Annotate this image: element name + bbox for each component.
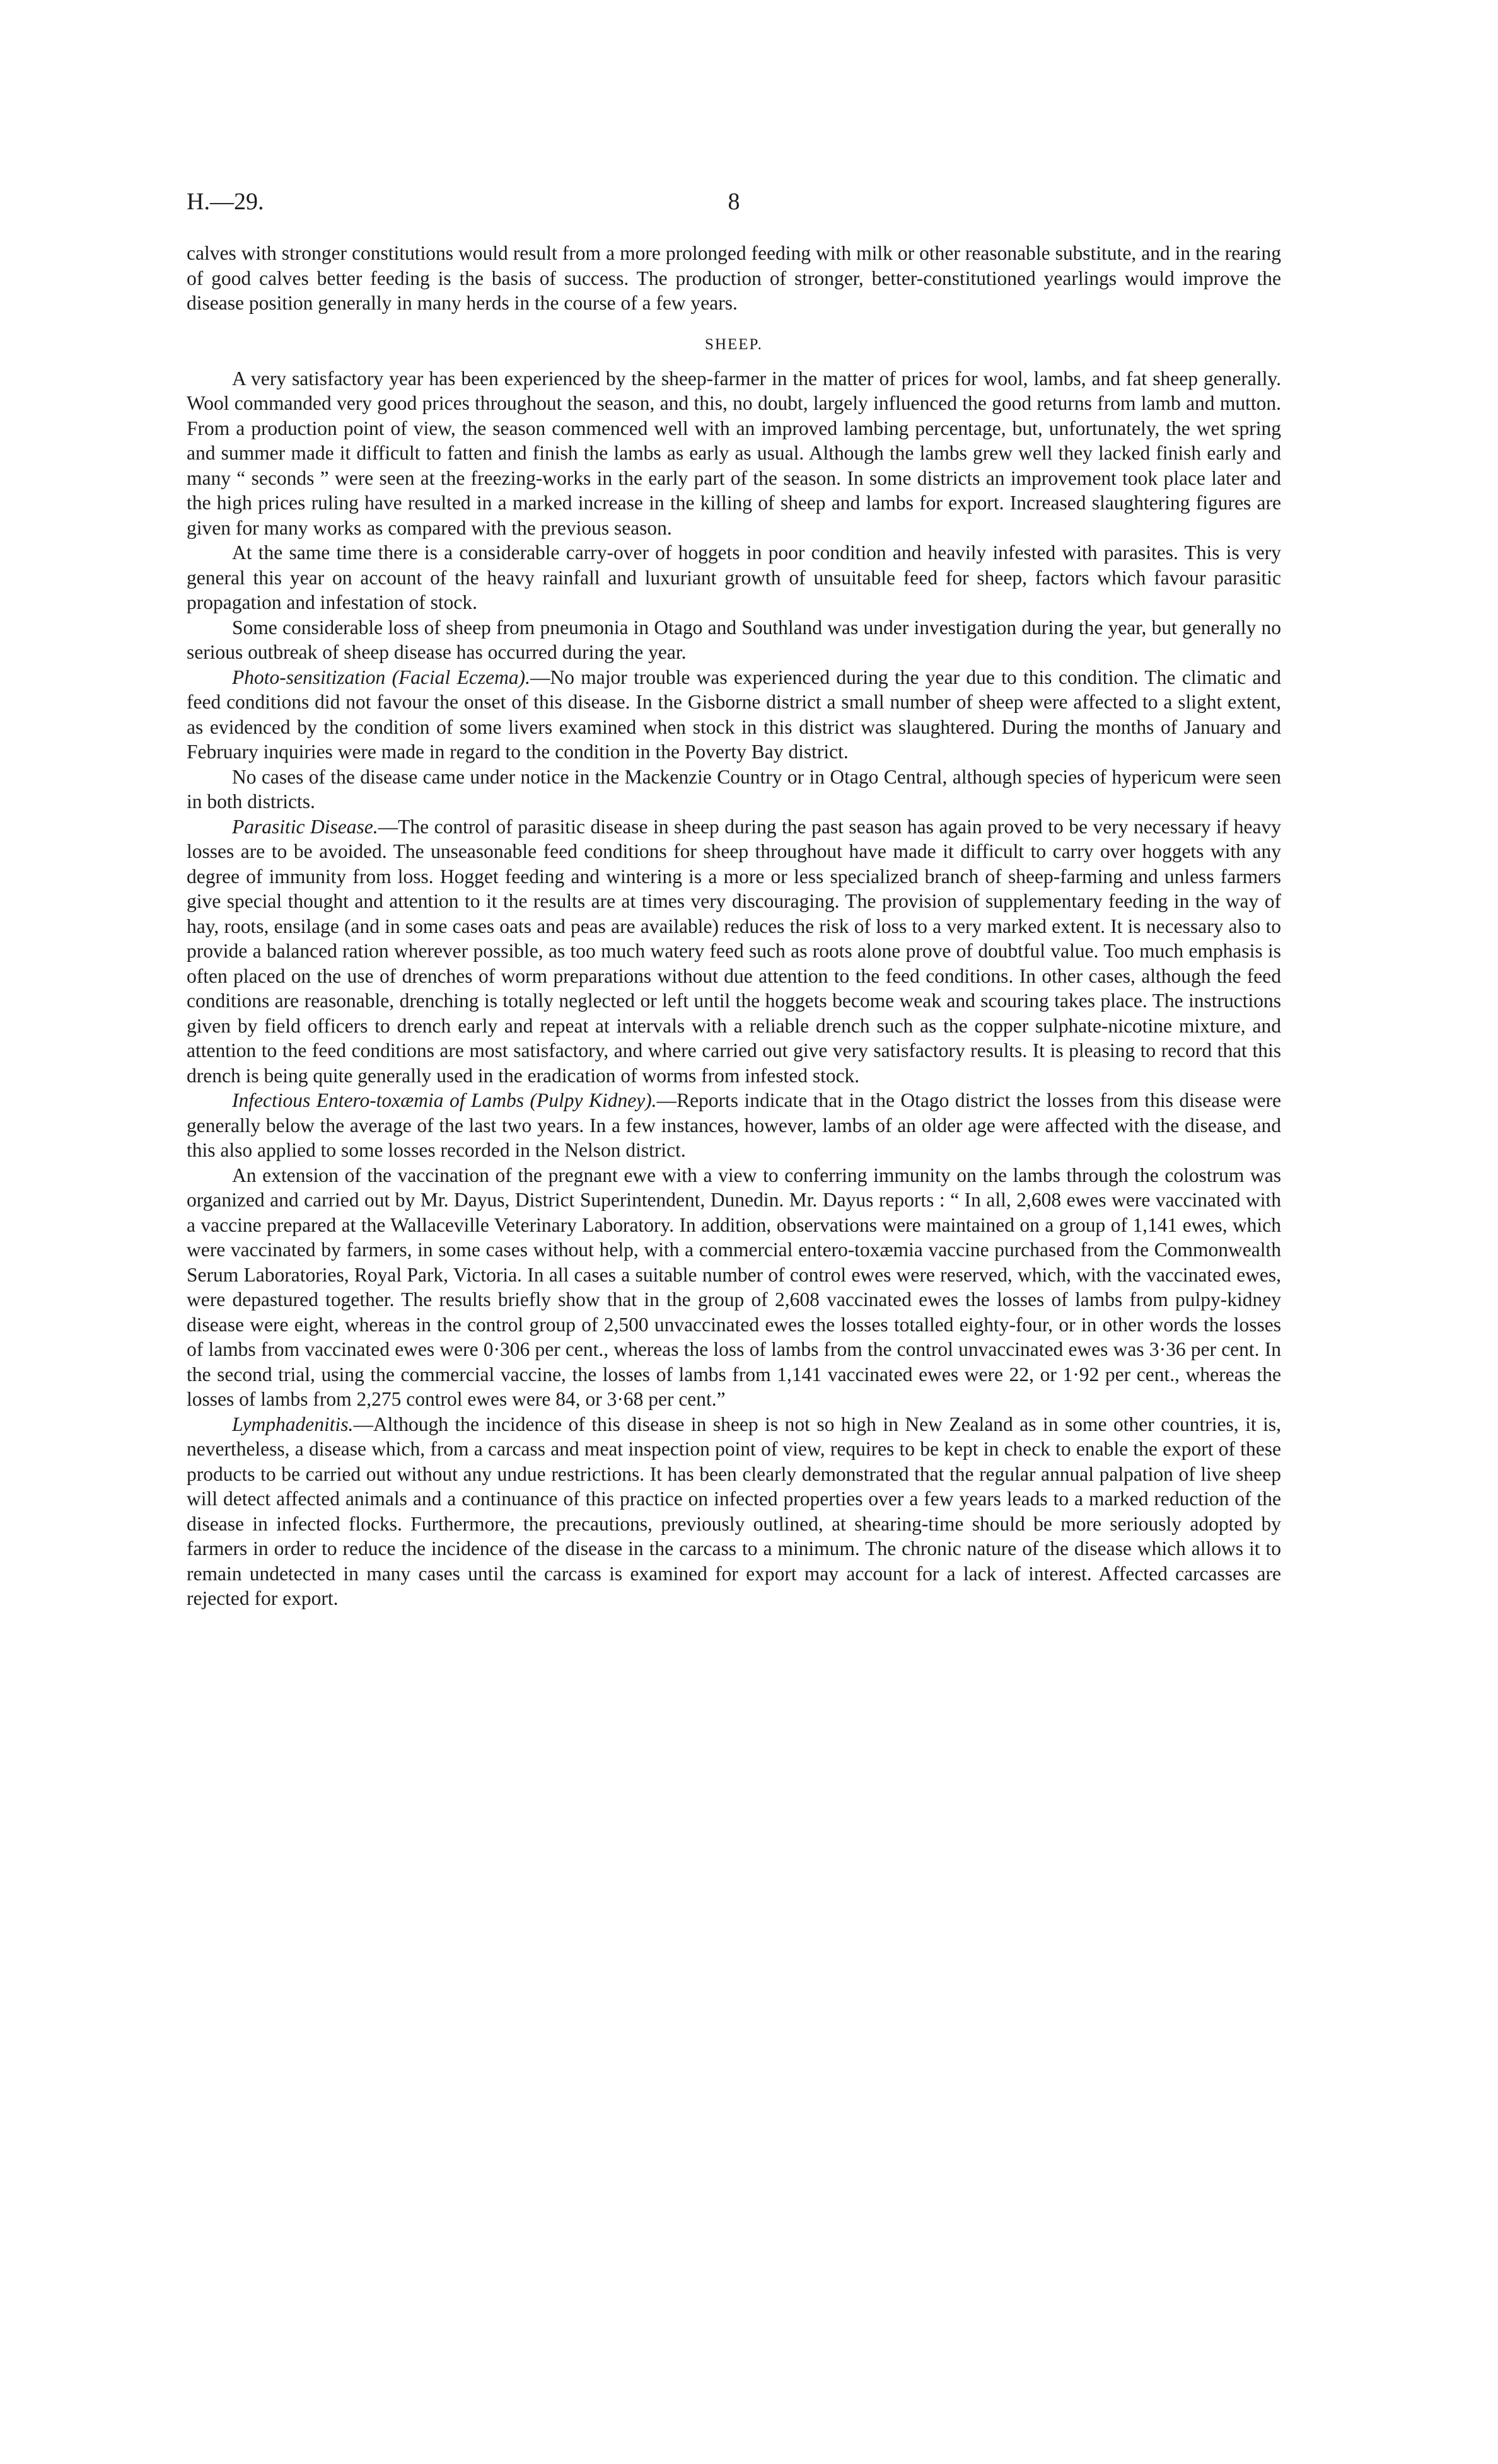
paragraph-body: —No major trouble was experienced during the year due to this condition. The climatic and feed conditions did not favour the onset of this disease. In the Gisborne district a small number of sheep were affected to a slight extent, as evidenced by the condition of some livers examined when stock in this district was slaughtered. During the months of January and February inquiries were made in regard to the condition in the Poverty Bay district. [187, 666, 1281, 763]
run-in-heading: Lymphadenitis. [232, 1413, 354, 1435]
intro-paragraph: calves with stronger constitutions would result from a more prolonged feeding with milk or other reasonable substitute, and in the rearing of good calves better feeding is the basis of success. The production of stronger, better-constitutioned yearlings would improve the disease position generally in many herds in the course of a few years. [187, 242, 1281, 314]
paragraph-mackenzie: No cases of the disease came under notice in the Mackenzie Country or in Otago Central, although species of hypericum were seen in both districts. [187, 765, 1281, 813]
paragraph-lymphadenitis [187, 1412, 1281, 1611]
paragraph-body: —The control of parasitic disease in sheep during the past season has again proved to be very necessary if heavy losses are to be avoided. The unseasonable feed conditions for sheep throughout have made it difficult to carry over hoggets with any degree of immunity from loss. Hogget feeding and wintering is a more or less specialized branch of sheep-farming and unless farmers give special thought and attention to it the results are at times very discouraging. The provision of supplementary feeding in the way of hay, roots, ensilage (and in some cases oats and peas are available) reduces the risk of loss to a very marked extent. It is necessary also to provide a balanced ration wherever possible, as too much watery feed such as roots alone prove of doubtful value. Too much emphasis is often placed on the use of drenches of worm preparations without due attention to the feed conditions. In other cases, although the feed conditions are reasonable, drenching is totally neglected or left until the hoggets become weak and scouring takes place. The instructions given by field officers to drench early and repeat at intervals with a reliable drench such as the copper sulphate-nicotine mixture, and attention to the feed conditions are most satisfactory, and where carried out give very satisfactory results. It is pleasing to record that this drench is being quite generally used in the eradication of worms from infested stock. [187, 815, 1282, 1087]
page-header [187, 183, 1281, 221]
document-reference: H.—29. [187, 188, 264, 215]
paragraph-photo-sensitization [187, 665, 1281, 765]
run-in-heading: Photo-sensitization (Facial Eczema). [232, 666, 530, 688]
paragraph-sheep-year: A very satisfactory year has been experienced by the sheep-farmer in the matter of prices for wool, lambs, and fat sheep generally. Wool commanded very good prices throughout the season, and this, no doubt, largely influenced the good returns from lamb and mutton. From a production point of view, the season commenced well with an improved lambing percentage, but, unfortunately, the wet spring and summer made it difficult to fatten and finish the lambs as early as usual. Although the lambs grew well they lacked finish early and many “ seconds ” were seen at the freezing-works in the early part of the season. In some districts an improvement took place later and the high prices ruling have resulted in a marked increase in the killing of sheep and lambs for export. Increased slaughtering figures are given for many works as compared with the previous season. [187, 367, 1281, 539]
paragraph-pneumonia: Some considerable loss of sheep from pneumonia in Otago and Southland was under investigation during the year, but generally no serious outbreak of sheep disease has occurred during the year. [187, 616, 1281, 663]
run-in-heading: Parasitic Disease. [232, 815, 378, 838]
paragraph-body: —Although the incidence of this disease in sheep is not so high in New Zealand as in some other countries, it is, nevertheless, a disease which, from a carcass and meat inspection point of view, requires to be kept in check to enable the export of these products to be carried out without any undue restrictions. It has been clearly demonstrated that the regular annual palpation of live sheep will detect affected animals and a continuance of this practice on infected properties over a few years leads to a marked reduction of the disease in infected flocks. Furthermore, the precautions, previously outlined, at shearing-time should be more seriously adopted by farmers in order to reduce the incidence of the disease in the carcass to a minimum. The chronic nature of the disease which allows it to remain undetected in many cases until the carcass is examined for export may account for a lack of interest. Affected carcasses are rejected for export. [187, 1413, 1281, 1609]
paragraph-parasitic-disease [187, 814, 1281, 1089]
paragraph-hoggets: At the same time there is a considerable carry-over of hoggets in poor condition and heavily infested with parasites. This is very general this year on account of the heavy rainfall and luxuriant growth of unsuitable feed for sheep, factors which favour parasitic propagation and infestation of stock. [187, 541, 1281, 613]
document-page [187, 183, 1281, 1611]
paragraph-vaccination: An extension of the vaccination of the pregnant ewe with a view to conferring immunity on the lambs through the colostrum was organized and carried out by Mr. Dayus, District Superintendent, Dunedin. Mr. Dayus reports : “ In all, 2,608 ewes were vaccinated with a vaccine prepared at the Wallaceville Veterinary Laboratory. In addition, observations were maintained on a group of 1,141 ewes, which were vaccinated by farmers, in some cases without help, with a commercial entero-toxæmia vaccine purchased from the Commonwealth Serum Laboratories, Royal Park, Victoria. In all cases a suitable number of control ewes were reserved, which, with the vaccinated ewes, were depastured together. The results briefly show that in the group of 2,608 vaccinated ewes the losses of lambs from pulpy-kidney disease were eight, whereas in the control group of 2,500 unvaccinated ewes the losses totalled eighty-four, or in other words the losses of lambs from vaccinated ewes were 0·306 per cent., whereas the loss of lambs from the control unvaccinated ewes was 3·36 per cent. In the second trial, using the commercial vaccine, the losses of lambs from 1,141 vaccinated ewes were 22, or 1·92 per cent., whereas the losses of lambs from 2,275 control ewes were 84, or 3·68 per cent.” [187, 1164, 1281, 1410]
page-number: 8 [728, 188, 740, 215]
paragraph-entero-toxaemia [187, 1088, 1281, 1163]
paragraph-body: —Reports indicate that in the Otago district the losses from this disease were generally below the average of the last two years. In a few instances, however, lambs of an older age were affected with the disease, and this also applied to some losses recorded in the Nelson district. [187, 1089, 1281, 1161]
section-heading-sheep: SHEEP. [705, 335, 763, 353]
run-in-heading: Infectious Entero-toxæmia of Lambs (Pulpy Kidney). [232, 1089, 657, 1111]
